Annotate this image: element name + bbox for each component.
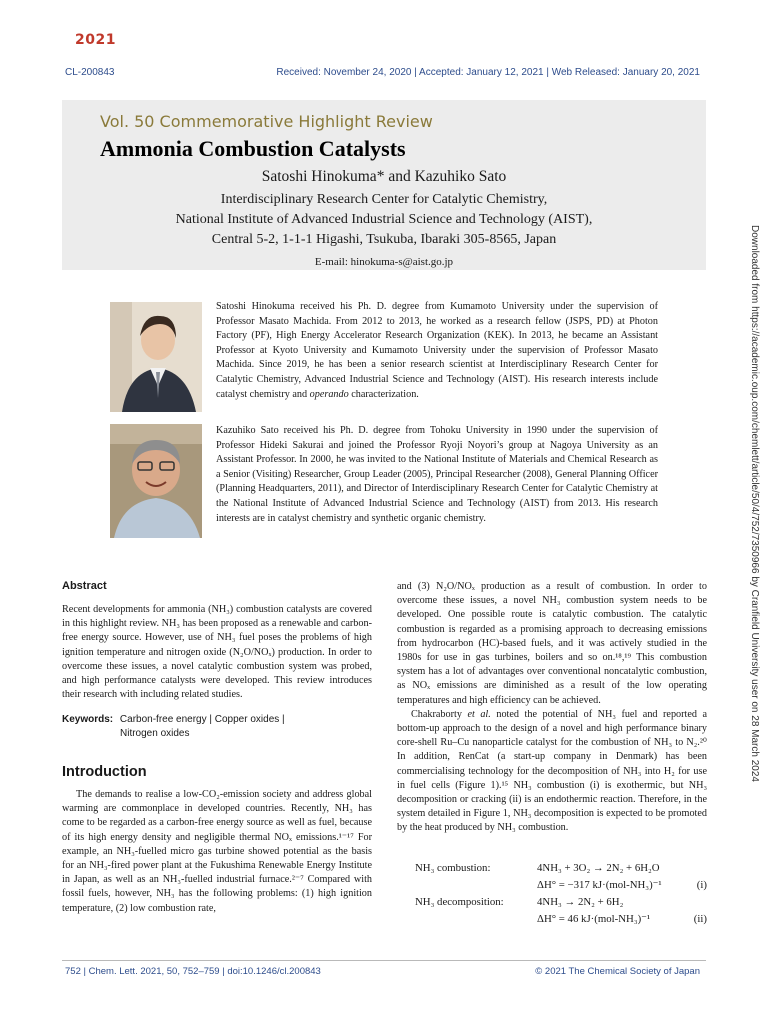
introduction-paragraph: The demands to realise a low-CO₂-emission society and address global warming are commonplace in developed countries. Recently, NH₃ has come to be regarded as a carbon-free energy source as well as fuel, because of its high energy density and negligible thermal NOₓ emissions.¹⁻¹⁷ For example, an NH₃-fuelled micro gas turbine showed potential as the basis for an NH₃-fired power plant at the Fukushima Renewable Energy Institute in Japan, as well as an NH₃-fuelled industrial furnace.²⁻⁷ Compared with fossil fuels, however, NH₃ has the following problems: (1) high ignition temperature, (2) low combustion rate, bbox=[62, 789, 372, 914]
abstract-paragraph: Recent developments for ammonia (NH₃) combustion catalysts are covered in this highlight review. NH₃ has been proposed as a renewable and carbon-free energy source. However, use of NH₃ fuel poses the problems of high ignition temperature and nitrogen oxide (N₂O/NOₓ) production. In order to overcome these issues, a novel catalytic combustion system was probed, and high performance catalysts were developed. This review introduces their research with including related studies. bbox=[62, 604, 372, 701]
footer-divider bbox=[62, 960, 706, 961]
abstract-heading: Abstract bbox=[62, 580, 107, 592]
publication-dates: Received: November 24, 2020 | Accepted: January 12, 2021 | Web Released: January 20, 2021 bbox=[276, 67, 700, 78]
equation-formula: 4NH₃ → 2N₂ + 6H₂ bbox=[537, 896, 624, 908]
keywords-label: Keywords: bbox=[62, 714, 114, 725]
body-paragraph bbox=[397, 708, 707, 836]
et-al: et al. bbox=[467, 708, 491, 720]
author-line: Satoshi Hinokuma* and Kazuhiko Sato bbox=[261, 168, 507, 185]
affiliation-line: National Institute of Advanced Industrial Science and Technology (AIST), bbox=[175, 212, 593, 227]
article-code: CL-200843 bbox=[65, 67, 115, 78]
download-note-text: Downloaded from https://academic.oup.com/chemlett/article/50/4/752/7350966 by Cranfield University user on 28 March 2024 bbox=[749, 225, 760, 782]
download-note bbox=[748, 225, 760, 825]
introduction-heading: Introduction bbox=[62, 764, 147, 780]
bio-text: characterization. bbox=[351, 388, 419, 400]
keywords-line: Carbon-free energy | Copper oxides | bbox=[119, 714, 285, 725]
journal-year: 2021 bbox=[75, 32, 116, 48]
footer-copyright: © 2021 The Chemical Society of Japan bbox=[535, 966, 700, 977]
affiliation-line: Central 5-2, 1-1-1 Higashi, Tsukuba, Ibaraki 305-8565, Japan bbox=[211, 232, 557, 247]
equation-enthalpy: ΔH° = 46 kJ·(mol-NH₃)⁻¹ bbox=[537, 913, 651, 925]
keywords-line: Nitrogen oxides bbox=[120, 728, 190, 739]
author-bio-sato: Kazuhiko Sato received his Ph. D. degree from Tohoku University in 1990 under the supervision of Professor Hideki Sakurai and joined the Professor Ryoji Noyori’s group at Nagoya University as an Assistant Professor. In 2000, he was invited to the National Institute of Materials and Chemical Research as a Senior (Visiting) Researcher, Group Leader (2005), Principal Researcher (2008), General Planning Officer (Planning Headquarters, 2011), and Director of Interdisciplinary Research Center for Catalytic Chemistry at the National Institute of Advanced Industrial Science and Technology (AIST) from 2013. His research interests are in catalyst chemistry and synthetic organic chemistry. bbox=[216, 425, 658, 524]
right-column-text bbox=[397, 580, 707, 836]
equation-number: (ii) bbox=[693, 913, 707, 925]
keywords bbox=[62, 713, 372, 741]
introduction-text bbox=[62, 788, 372, 916]
equation-enthalpy: ΔH° = −317 kJ·(mol-NH₃)⁻¹ bbox=[537, 879, 662, 891]
abstract-text bbox=[62, 603, 372, 702]
equation-label: NH₃ decomposition: bbox=[415, 896, 504, 908]
author-photo-sato bbox=[110, 424, 202, 538]
author-bio-hinokuma bbox=[216, 300, 658, 402]
article-title: Ammonia Combustion Catalysts bbox=[100, 136, 406, 161]
author-name-ref: Chakraborty bbox=[411, 708, 462, 720]
bio-italic-term: operando bbox=[309, 388, 349, 400]
equation-formula: 4NH₃ + 3O₂ → 2N₂ + 6H₂O bbox=[537, 862, 660, 874]
equation-label: NH₃ combustion: bbox=[415, 862, 491, 874]
body-paragraph: and (3) N₂O/NOₓ production as a result of combustion. In order to overcome these issues, a novel NH₃ combustion system needs to be developed. One possible route is catalytic combustion. The catalytic combustion is regarded as a promising approach to decreasing emissions from hydrocarbon (HC)-based fuels, and it was actively studied in the 1980s for use in gas turbines, boilers and so on.¹⁸,¹⁹ This combustion system has a lot of advantages over conventional noncatalytic combustion, as NOₓ emissions are diminished as a result of the low operating temperatures and high efficiency can be achieved. bbox=[397, 581, 707, 706]
footer-citation[interactable]: 752 | Chem. Lett. 2021, 50, 752–759 | doi:10.1246/cl.200843 bbox=[65, 966, 321, 977]
equation-number: (i) bbox=[696, 879, 707, 891]
bio-text: Satoshi Hinokuma received his Ph. D. degree from Kumamoto University under the supervision of Professor Masato Machida. From 2012 to 2013, he worked as a research fellow (JSPS, PD) at Photon Factory (PF), High Energy Accelerator Research Organization (KEK). In 2013, he became an Assistant Professor at Kyoto University and Kumamoto University under the supervision of Professor Masato Machida. Since 2019, he has been a senior research scientist at Interdisciplinary Research Center for Catalytic Chemistry, Advanced Industrial Science and Technology (AIST). His research interests include catalyst chemistry and bbox=[216, 301, 658, 400]
contact-email[interactable]: E-mail: hinokuma-s@aist.go.jp bbox=[314, 256, 454, 268]
body-text: noted the potential of NH₃ fuel and reported a bottom-up approach to the design of a novel and high performance binary core-shell Ru–Cu nanoparticle catalyst for the combustion of NH₃ to N₂.²⁰ In addition, RenCat (a start-up company in Denmark) has been commercialising technology for the decomposition of NH₃ into H₂ for use in fuel cells (Figure 1).¹⁵ NH₃ combustion (i) is exothermic, but NH₃ decomposition or cracking (ii) is an endothermic reaction. Therefore, in the system detailed in Figure 1, NH₃ decomposition is expected to be promoted by the heat produced by NH₃ combustion. bbox=[397, 708, 708, 834]
affiliation-line: Interdisciplinary Research Center for Catalytic Chemistry, bbox=[220, 192, 548, 207]
series-label: Vol. 50 Commemorative Highlight Review bbox=[100, 112, 433, 131]
author-photo-hinokuma bbox=[110, 302, 202, 412]
